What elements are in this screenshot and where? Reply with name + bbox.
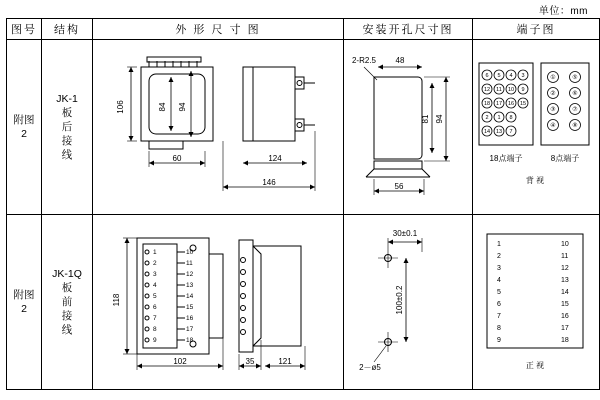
dim-94: 94 bbox=[178, 102, 187, 112]
cell-outline-2 bbox=[93, 215, 344, 390]
dim-100: 100±0.2 bbox=[395, 285, 404, 315]
spec-table bbox=[6, 18, 600, 390]
term-right-14: 14 bbox=[186, 293, 194, 300]
term-right-11: 11 bbox=[186, 260, 193, 267]
dim-118: 118 bbox=[112, 293, 121, 307]
dim-106: 106 bbox=[116, 100, 125, 114]
term-right-16: 16 bbox=[186, 315, 194, 322]
term2-left-3: 3 bbox=[497, 265, 501, 272]
terminal-num-14: 14 bbox=[483, 129, 491, 135]
term2-right-15: 15 bbox=[561, 301, 569, 308]
structure-line-2: 后 bbox=[61, 121, 73, 133]
structure-line-0: JK-1Q bbox=[52, 268, 82, 280]
cell-mounting-1 bbox=[344, 40, 473, 215]
terminal-num-1: 1 bbox=[497, 115, 501, 121]
terminal-num-15: 15 bbox=[519, 101, 527, 107]
dim-48: 48 bbox=[395, 56, 405, 65]
term-left-1: 1 bbox=[153, 249, 157, 256]
term2-left-7: 7 bbox=[497, 313, 501, 320]
mounting-drawing-jk1q bbox=[344, 216, 470, 388]
cell-structure-1 bbox=[42, 40, 93, 215]
terminal8-num-6: ⑥ bbox=[572, 91, 578, 97]
terminal8-num-7: ⑦ bbox=[572, 107, 578, 113]
header-mounting-drawing: 安装开孔尺寸图 bbox=[344, 19, 473, 40]
cell-mounting-2 bbox=[344, 215, 473, 390]
figure-no-line1: 附图 bbox=[13, 289, 35, 301]
dim-30: 30±0.1 bbox=[392, 229, 418, 238]
term-left-2: 2 bbox=[153, 260, 157, 267]
term2-right-10: 10 bbox=[561, 241, 569, 248]
dim-56: 56 bbox=[394, 182, 404, 191]
terminal-num-8: 8 bbox=[509, 115, 513, 121]
caption-18-terminals: 18点端子 bbox=[489, 154, 523, 163]
term2-right-13: 13 bbox=[561, 277, 569, 284]
cell-outline-1 bbox=[93, 40, 344, 215]
term-left-3: 3 bbox=[153, 271, 157, 278]
dim-94: 94 bbox=[435, 114, 444, 124]
terminal-num-10: 10 bbox=[507, 87, 515, 93]
unit-label: 单位：mm bbox=[538, 6, 588, 17]
term2-right-11: 11 bbox=[561, 253, 569, 260]
term2-right-18: 18 bbox=[561, 337, 569, 344]
header-outline-drawing: 外 形 尺 寸 图 bbox=[93, 19, 344, 40]
term2-right-12: 12 bbox=[561, 265, 569, 272]
figure-no-line1: 附图 bbox=[13, 114, 35, 126]
structure-line-1: 板 bbox=[61, 282, 73, 294]
term-right-18: 18 bbox=[186, 337, 194, 344]
terminal-num-7: 7 bbox=[509, 129, 513, 135]
terminal-num-11: 11 bbox=[496, 87, 502, 93]
caption-8-terminals: 8点端子 bbox=[550, 154, 580, 163]
term2-right-16: 16 bbox=[561, 313, 569, 320]
caption-front-view: 正 视 bbox=[525, 361, 545, 370]
cell-figure-no-2 bbox=[7, 215, 42, 390]
terminal-num-17: 17 bbox=[495, 101, 503, 107]
structure-line-1: 板 bbox=[61, 107, 73, 119]
terminal-drawing-jk1q bbox=[473, 216, 597, 388]
terminal-num-9: 9 bbox=[521, 87, 525, 93]
terminal-num-5: 5 bbox=[497, 73, 501, 79]
terminal-num-12: 12 bbox=[483, 87, 491, 93]
figure-no-line2: 2 bbox=[21, 128, 27, 140]
term2-left-6: 6 bbox=[497, 301, 501, 308]
terminal8-num-3: ③ bbox=[550, 107, 556, 113]
term-right-15: 15 bbox=[186, 304, 194, 311]
header-terminal-drawing: 端子图 bbox=[473, 19, 600, 40]
header-structure: 结构 bbox=[42, 19, 93, 40]
terminal8-num-2: ② bbox=[550, 91, 556, 97]
term2-right-14: 14 bbox=[561, 289, 569, 296]
dim-2-R2.5: 2-R2.5 bbox=[351, 56, 377, 65]
cell-structure-2 bbox=[42, 215, 93, 390]
dim-84: 84 bbox=[158, 102, 167, 112]
term-left-5: 5 bbox=[153, 293, 157, 300]
term2-left-1: 1 bbox=[497, 241, 501, 248]
structure-line-0: JK-1 bbox=[56, 93, 78, 105]
terminal-num-18: 18 bbox=[483, 101, 491, 107]
term2-left-4: 4 bbox=[497, 277, 501, 284]
term-right-13: 13 bbox=[186, 282, 194, 289]
terminal-num-2: 2 bbox=[485, 115, 489, 121]
term2-left-8: 8 bbox=[497, 325, 501, 332]
term-left-7: 7 bbox=[153, 315, 157, 322]
cell-terminal-2 bbox=[473, 215, 600, 390]
term2-left-2: 2 bbox=[497, 253, 501, 260]
term-right-12: 12 bbox=[186, 271, 194, 278]
terminal-num-6: 6 bbox=[485, 73, 489, 79]
figure-no-line2: 2 bbox=[21, 303, 27, 315]
term2-left-9: 9 bbox=[497, 337, 501, 344]
terminal8-num-8: ⑧ bbox=[572, 123, 578, 129]
terminal8-num-5: ⑤ bbox=[572, 75, 578, 81]
dim-81: 81 bbox=[421, 114, 430, 124]
dim-102: 102 bbox=[173, 357, 187, 366]
outline-drawing-jk1q bbox=[93, 216, 341, 388]
terminal8-num-4: ④ bbox=[550, 123, 556, 129]
terminal-num-3: 3 bbox=[521, 73, 525, 79]
term-right-17: 17 bbox=[186, 326, 194, 333]
header-figure-no: 图号 bbox=[7, 19, 42, 40]
cell-figure-no-1 bbox=[7, 40, 42, 215]
table-row bbox=[7, 40, 600, 215]
terminal-num-16: 16 bbox=[507, 101, 515, 107]
structure-line-3: 接 bbox=[61, 310, 73, 322]
term2-left-5: 5 bbox=[497, 289, 501, 296]
table-header-row bbox=[7, 19, 600, 40]
terminal-num-4: 4 bbox=[509, 73, 513, 79]
dim-35: 35 bbox=[245, 357, 255, 366]
mounting-drawing-jk1 bbox=[344, 41, 470, 213]
structure-line-3: 接 bbox=[61, 135, 73, 147]
dim-2-hole: 2－ø5 bbox=[359, 363, 381, 372]
term-left-8: 8 bbox=[153, 326, 157, 333]
term-left-4: 4 bbox=[153, 282, 157, 289]
cell-terminal-1 bbox=[473, 40, 600, 215]
term2-right-17: 17 bbox=[561, 325, 569, 332]
dim-60: 60 bbox=[172, 154, 182, 163]
term-left-6: 6 bbox=[153, 304, 157, 311]
structure-line-2: 前 bbox=[61, 296, 73, 308]
structure-line-4: 线 bbox=[61, 149, 73, 161]
dim-146: 146 bbox=[262, 178, 276, 187]
outline-drawing-jk1 bbox=[93, 41, 341, 213]
terminal-drawing-jk1 bbox=[473, 41, 597, 213]
terminal-num-13: 13 bbox=[495, 129, 503, 135]
dim-124: 124 bbox=[268, 154, 282, 163]
dim-121: 121 bbox=[278, 357, 292, 366]
table-row bbox=[7, 215, 600, 390]
term-left-9: 9 bbox=[153, 337, 157, 344]
term-right-10: 10 bbox=[186, 249, 194, 256]
caption-rear-view: 背 视 bbox=[525, 176, 545, 185]
terminal8-num-1: ① bbox=[550, 75, 556, 81]
structure-line-4: 线 bbox=[61, 324, 73, 336]
